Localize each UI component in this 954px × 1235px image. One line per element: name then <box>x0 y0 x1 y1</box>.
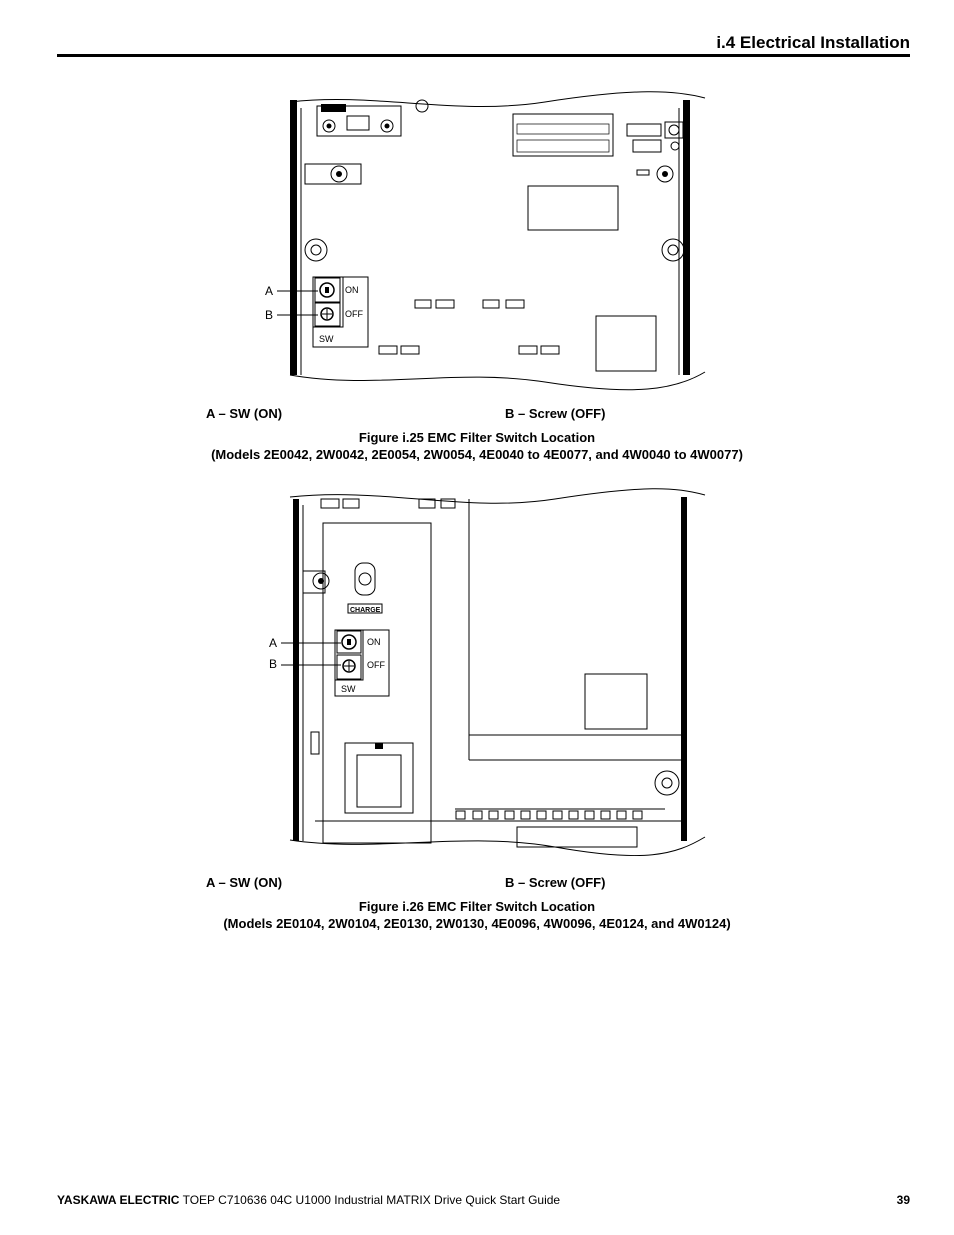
figure-1-caption-title: Figure i.25 EMC Filter Switch Location <box>358 430 596 445</box>
header-rule <box>57 54 910 57</box>
figure-2-legend-b: B – Screw (OFF) <box>505 875 606 890</box>
footer-brand: YASKAWA ELECTRIC <box>57 1193 180 1207</box>
page-number: 39 <box>896 1193 910 1207</box>
callout-b: B <box>265 308 274 322</box>
figure-1-caption-models: (Models 2E0042, 2W0042, 2E0054, 2W0054, 4E0040 to 4E0077, and 4W0040 to 4W0077) <box>211 447 743 462</box>
switch-sw-label: SW <box>319 334 334 344</box>
switch-on-label: ON <box>345 285 359 295</box>
figure-1-legend-a: A – SW (ON) <box>206 406 283 421</box>
callout-b-2: B <box>269 657 278 671</box>
figure-2-caption-models: (Models 2E0104, 2W0104, 2E0130, 2W0130, 4E0096, 4W0096, 4E0124, and 4W0124) <box>223 916 731 931</box>
figure-2-drawing <box>255 485 715 865</box>
switch-off-label-2: OFF <box>367 660 385 670</box>
charge-label: CHARGE <box>350 607 381 614</box>
footer-doc-title: TOEP C710636 04C U1000 Industrial MATRIX Drive Quick Start Guide <box>182 1193 561 1207</box>
callout-a-2: A <box>269 636 278 650</box>
switch-on-label-2: ON <box>367 637 381 647</box>
figure-2-caption-title: Figure i.26 EMC Filter Switch Location <box>358 899 596 914</box>
callout-a: A <box>265 284 274 298</box>
figure-2-legend-a: A – SW (ON) <box>206 875 283 890</box>
section-title: i.4 Electrical Installation <box>716 33 910 52</box>
page-footer <box>57 1193 910 1207</box>
figure-1-drawing <box>255 90 715 400</box>
figure-1-legend-b: B – Screw (OFF) <box>505 406 606 421</box>
switch-sw-label-2: SW <box>341 684 356 694</box>
switch-off-label: OFF <box>345 309 363 319</box>
